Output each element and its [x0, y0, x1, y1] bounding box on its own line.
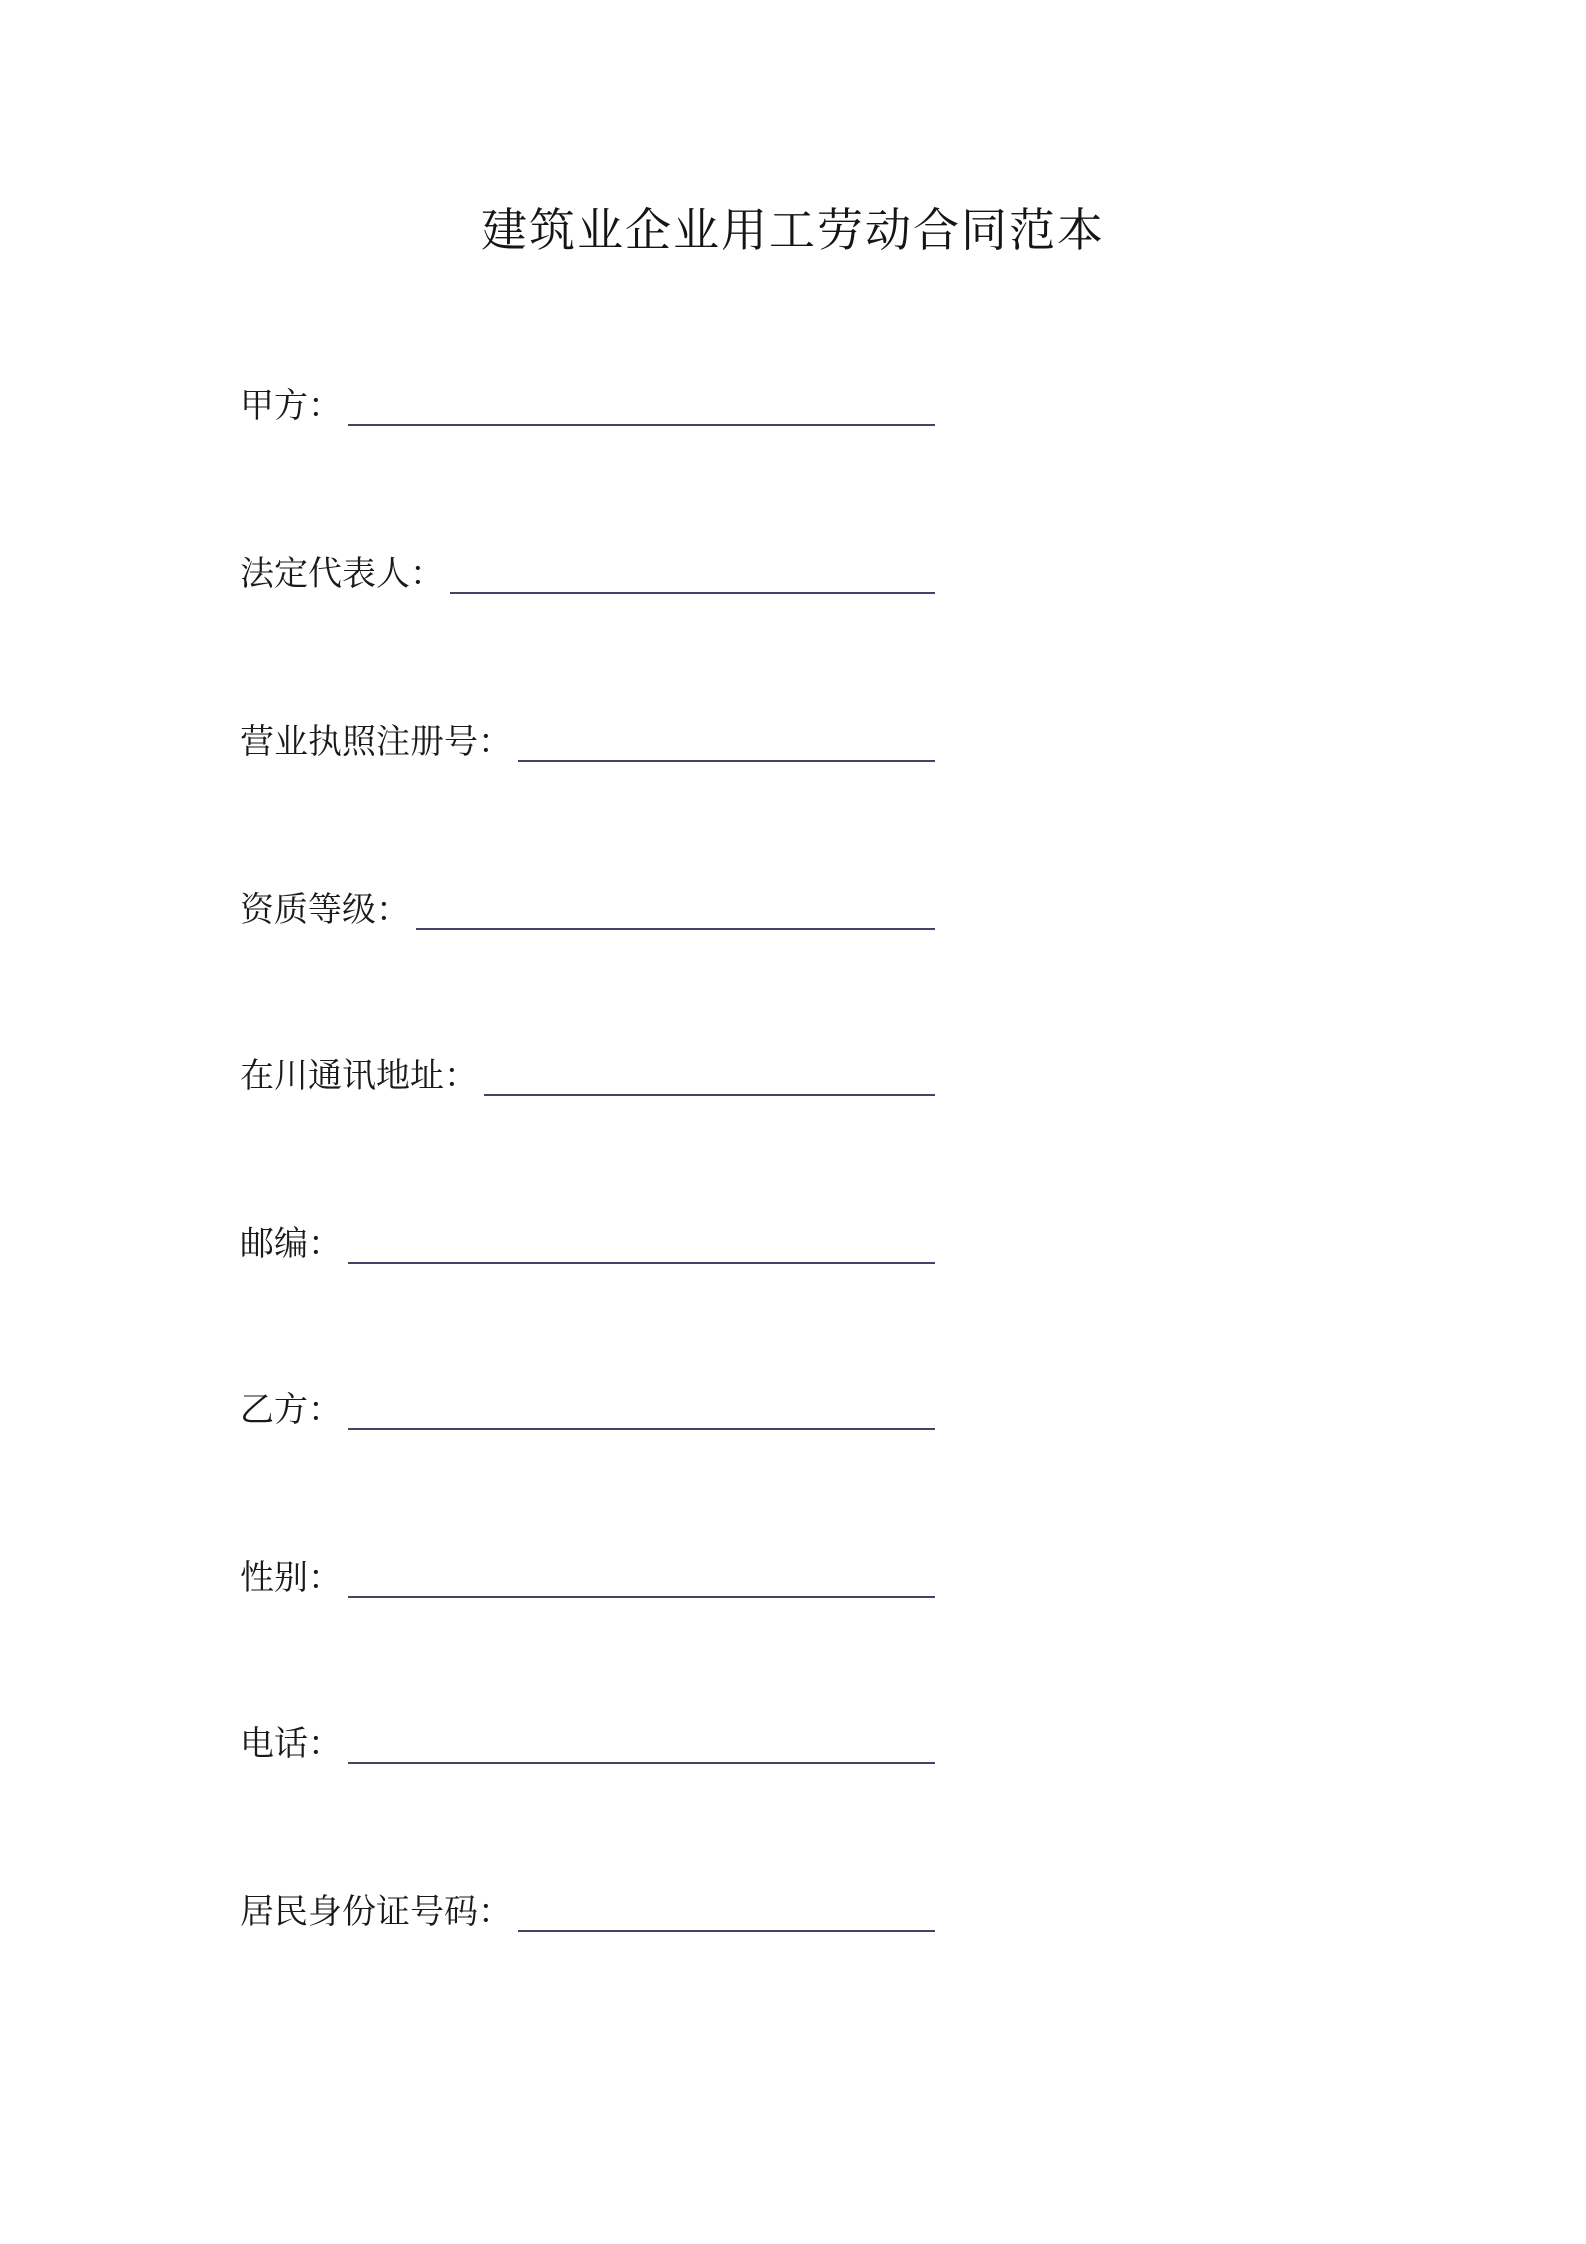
- fill-in-line[interactable]: [348, 424, 935, 426]
- fill-in-line[interactable]: [518, 760, 935, 762]
- fill-in-line[interactable]: [416, 928, 935, 930]
- field-party-b: [240, 1374, 935, 1434]
- fill-in-line[interactable]: [518, 1930, 935, 1932]
- field-label: 甲方：: [240, 386, 342, 426]
- field-label: 性别：: [240, 1558, 342, 1598]
- field-label: 法定代表人：: [240, 554, 444, 594]
- field-id-card-number: [240, 1876, 935, 1936]
- field-label: 居民身份证号码：: [240, 1892, 512, 1932]
- field-legal-representative: [240, 538, 935, 598]
- field-business-license-number: [240, 706, 935, 766]
- field-label: 电话：: [240, 1724, 342, 1764]
- field-party-a: [240, 370, 935, 430]
- field-label: 资质等级：: [240, 890, 410, 930]
- fill-in-line[interactable]: [348, 1762, 935, 1764]
- fill-in-line[interactable]: [348, 1262, 935, 1264]
- fill-in-line[interactable]: [348, 1596, 935, 1598]
- field-sichuan-address: [240, 1040, 935, 1100]
- field-label: 邮编：: [240, 1224, 342, 1264]
- field-label: 乙方：: [240, 1390, 342, 1430]
- field-gender: [240, 1542, 935, 1602]
- field-postal-code: [240, 1208, 935, 1268]
- document-title: 建筑业企业用工劳动合同范本: [481, 203, 1105, 257]
- field-label: 营业执照注册号：: [240, 722, 512, 762]
- field-qualification-level: [240, 874, 935, 934]
- fill-in-line[interactable]: [450, 592, 935, 594]
- fill-in-line[interactable]: [484, 1094, 935, 1096]
- field-label: 在川通讯地址：: [240, 1056, 478, 1096]
- field-phone: [240, 1708, 935, 1768]
- fill-in-line[interactable]: [348, 1428, 935, 1430]
